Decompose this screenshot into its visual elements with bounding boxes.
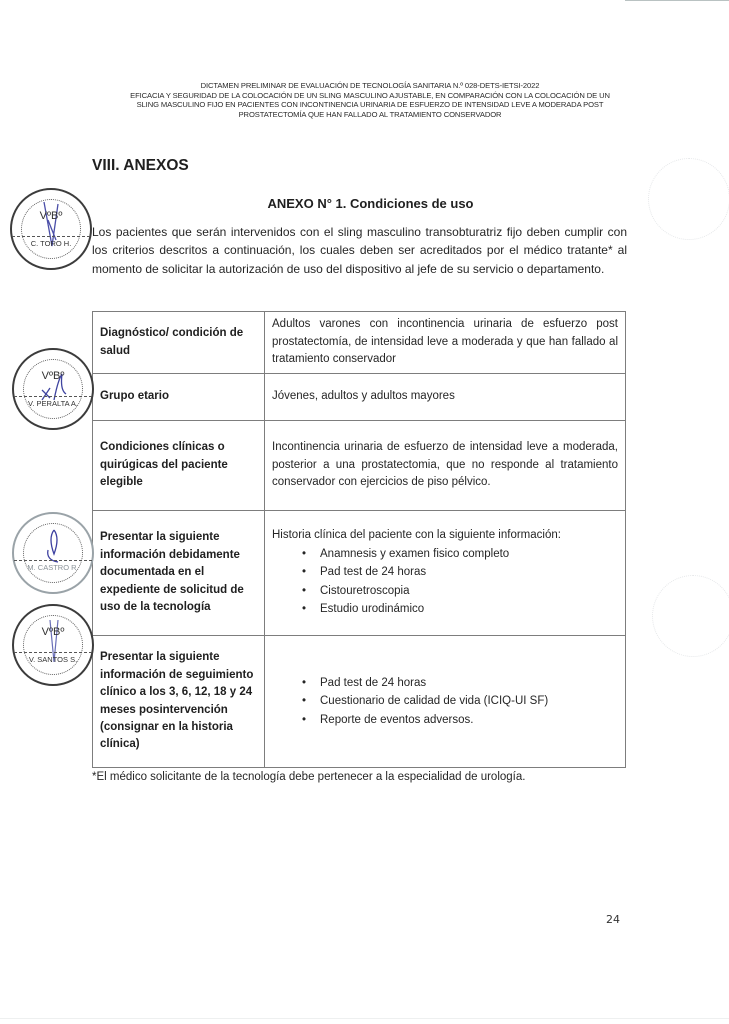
table-row: [93, 636, 626, 768]
intro-paragraph: Los pacientes que serán intervenidos con el sling masculino transobturatriz fijo deben cumplir con los criterios descritos a continuación, los cuales deben ser acreditados por el médico tratante* al momento de solicitar la autorización de uso del dispositivo al jefe de su servicio o departamento.: [92, 225, 627, 276]
row-value: Incontinencia urinaria de esfuerzo de intensidad leve a moderada, posterior a una prostatectomia, que no responde al tratamiento conservador con ejercicios de piso pélvico.: [265, 421, 626, 511]
row-label: Presentar la siguiente información de seguimiento clínico a los 3, 6, 12, 18 y 24 meses posintervención (consignar en la historia clínica): [93, 636, 265, 768]
ghost-stamp: [648, 158, 729, 240]
annex-title: ANEXO N° 1. Condiciones de uso: [267, 196, 474, 211]
stamp-vb: VºBº: [41, 370, 65, 382]
list-item: • Pad test de 24 horas: [320, 563, 618, 581]
footnote: *El médico solicitante de la tecnología debe pertenecer a la especialidad de urología.: [92, 771, 526, 783]
table-row: [93, 312, 626, 374]
header-line: EFICACIA Y SEGURIDAD DE LA COLOCACIÓN DE UN SLING MASCULINO AJUSTABLE, EN COMPARACIÓN CON LA COLOCACIÓN DE UN: [130, 90, 610, 100]
list-item: • Reporte de eventos adversos.: [320, 711, 618, 729]
document-header: [80, 81, 660, 119]
table-row: [93, 511, 626, 636]
table-row: [93, 421, 626, 511]
row-value: Adultos varones con incontinencia urinaria de esfuerzo post prostatectomía, de intensidad leve a moderada y que han fallado al tratamiento conservador: [265, 312, 626, 374]
stamp-name: V. PERALTA A.: [14, 396, 92, 408]
stamp-vb: VºBº: [41, 626, 65, 638]
row-label: Grupo etario: [93, 374, 265, 421]
row-value: [265, 636, 626, 768]
stamp-name: V. SANTOS S.: [14, 652, 92, 664]
row-value: Jóvenes, adultos y adultos mayores: [265, 374, 626, 421]
row-value-intro: Historia clínica del paciente con la siguiente información:: [272, 529, 561, 542]
approval-stamp: [12, 512, 94, 594]
approval-stamp: [12, 348, 94, 430]
bottom-rule: [0, 1018, 729, 1019]
section-title: VIII. ANEXOS: [92, 157, 189, 174]
list-item: • Anamnesis y examen fisico completo: [320, 545, 618, 563]
list-item: • Cuestionario de calidad de vida (ICIQ-UI SF): [320, 692, 618, 710]
list-item: • Cistouretroscopia: [320, 582, 618, 600]
approval-stamp: [12, 604, 94, 686]
stamp-name: C. TORO H.: [12, 236, 90, 248]
table-row: [93, 374, 626, 421]
approval-stamp: [10, 188, 92, 270]
top-rule: [625, 0, 729, 1]
row-label: Condiciones clínicas o quirúgicas del paciente elegible: [93, 421, 265, 511]
conditions-table: [92, 311, 626, 768]
list-item: • Pad test de 24 horas: [320, 674, 618, 692]
row-label: Diagnóstico/ condición de salud: [93, 312, 265, 374]
stamp-name: M. CASTRO R.: [14, 560, 92, 572]
header-line: SLING MASCULINO FIJO EN PACIENTES CON INCONTINENCIA URINARIA DE ESFUERZO DE INTENSIDAD LEVE A MODERADA POST: [136, 100, 604, 110]
bullet-list: [272, 674, 618, 729]
header-line: PROSTATECTOMÍA QUE HAN FALLADO AL TRATAMIENTO CONSERVADOR: [238, 109, 502, 119]
ghost-stamp: [652, 575, 729, 657]
header-line: DICTAMEN PRELIMINAR DE EVALUACIÓN DE TECNOLOGÍA SANITARIA N.º 028-DETS-IETSI-2022: [200, 81, 540, 90]
row-label: Presentar la siguiente información debidamente documentada en el expediente de solicitud de uso de la tecnología: [93, 511, 265, 636]
list-item: • Estudio urodinámico: [320, 600, 618, 618]
row-value: [265, 511, 626, 636]
stamp-vb: VºBº: [39, 210, 63, 222]
page-number: 24: [606, 913, 620, 926]
bullet-list: [272, 545, 618, 619]
